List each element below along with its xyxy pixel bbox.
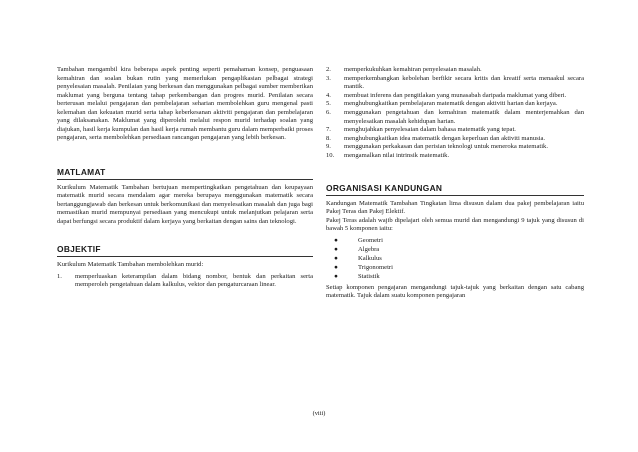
list-item <box>326 236 584 245</box>
list-item-number: 9. <box>326 143 331 151</box>
list-item <box>326 92 584 101</box>
page-number: (viii) <box>312 410 326 417</box>
intro-paragraph: Tambahan mengambil kira beberapa aspek penting seperti pemahaman konsep, penguasaan kemahiran dan soalan bukan rutin yang memerlukan pengaplikasian pelbagai strategi penyelesaian masalah. Penilaian yang berkesan dan menggunakan pelbagai sumber memberikan maklumat yang berguna tentang tahap perkembangan dan progres murid. Penilaian secara berterusan melalui pengajaran dan pembelajaran seharian membolehkan guru mengenal pasti kelemahan dan kekuatan murid serta tahap keberkesanan aktiviti pengajaran dan pembelajaran yang dilaksanakan. Maklumat yang diperolehi melalui respon murid terhadap soalan yang diajukan, hasil kerja kumpulan dan hasil kerja rumah membantu guru dalam memperbaiki proses pengajaran, serta membolehkan persediaan rancangan pengajaran yang lebih berkesan. <box>57 66 313 141</box>
list-item <box>326 272 584 281</box>
list-item-number: 7. <box>326 126 331 134</box>
bullet-icon: ● <box>334 254 338 262</box>
list-item <box>326 109 584 126</box>
matlamat-paragraph: Kurikulum Matematik Tambahan bertujuan mempertingkatkan pengetahuan dan keupayaan matematik murid secara mendalam agar mereka berupaya menggunakan matematik secara bertanggungjawab dan berkesan untuk berkomunikasi dan menyelesaikan masalah dan juga bagi memastikan murid mempunyai persediaan yang mencukupi untuk melanjutkan pelajaran serta dapat berfungsi secara produktif dalam kerjaya yang berkaitan dengan sains dan teknologi. <box>57 183 313 225</box>
list-item-number: 6. <box>326 108 331 116</box>
matlamat-heading: MATLAMAT <box>57 167 313 180</box>
list-item <box>57 273 313 290</box>
list-item <box>326 100 584 109</box>
list-item-number: 1. <box>57 272 62 280</box>
bullet-icon: ● <box>334 245 338 253</box>
list-item-text: menghujahkan penyelesaian dalam bahasa matematik yang tepat. <box>344 126 516 134</box>
list-item <box>326 126 584 135</box>
list-item <box>326 254 584 263</box>
organisasi-heading: ORGANISASI KANDUNGAN <box>326 183 584 196</box>
list-item <box>326 152 584 161</box>
list-item-number: 5. <box>326 100 331 108</box>
list-item-text: Algebra <box>358 245 380 253</box>
bullet-icon: ● <box>334 273 338 281</box>
bullet-icon: ● <box>334 236 338 244</box>
list-item-text: Geometri <box>358 236 383 244</box>
list-item-text: menghubungkaitkan pembelajaran matematik dengan aktiviti harian dan kerjaya. <box>344 100 558 108</box>
list-item-number: 3. <box>326 74 331 82</box>
list-item-number: 2. <box>326 66 331 73</box>
list-item <box>326 245 584 254</box>
list-item-text: Statistik <box>358 273 380 281</box>
list-item-number: 4. <box>326 91 331 99</box>
list-item-text: mengamalkan nilai intrinsik matematik. <box>344 151 450 159</box>
list-item <box>326 75 584 92</box>
organisasi-paragraph-3: Setiap komponen pengajaran mengandungi tajuk-tajuk yang berkaitan dengan satu cabang matematik. Tajuk dalam suatu komponen pengajaran <box>326 283 584 300</box>
list-item-number: 8. <box>326 134 331 142</box>
list-item-text: memperkembangkan kebolehan berfikir secara kritis dan kreatif serta menaakul secara mantik. <box>344 74 584 91</box>
list-item-text: Kalkulus <box>358 254 382 262</box>
list-item <box>326 263 584 272</box>
list-item-number: 10. <box>326 151 335 159</box>
list-item-text: menggunakan pengetahuan dan kemahiran matematik dalam menterjemahkan dan menyelesaikan masalah kehidupan harian. <box>344 108 584 125</box>
list-item <box>326 143 584 152</box>
list-item-text: Trigonometri <box>358 264 393 272</box>
list-item-text: menghubungkaitkan idea matematik dengan keperluan dan aktiviti manusia. <box>344 134 546 142</box>
list-item-text: menggunakan perkakasan dan perisian teknologi untuk meneroka matematik. <box>344 143 548 151</box>
bullet-icon: ● <box>334 264 338 272</box>
list-item-text: membuat inferens dan pengitlakan yang munasabah daripada maklumat yang diberi. <box>344 91 567 99</box>
list-item-text: memperluaskan keterampilan dalam bidang nombor, bentuk dan perkaitan serta memperoleh pengetahuan dalam kalkulus, vektor dan pengaturcaraan linear. <box>75 272 313 289</box>
objektif-heading: OBJEKTIF <box>57 244 313 257</box>
list-item <box>326 66 584 75</box>
objektif-list-right <box>326 66 584 161</box>
right-column <box>326 66 584 301</box>
list-item <box>326 135 584 144</box>
components-list <box>326 236 584 282</box>
left-column <box>57 66 313 290</box>
objektif-list-left <box>57 273 313 290</box>
objektif-intro: Kurikulum Matematik Tambahan membolehkan murid: <box>57 261 204 268</box>
list-item-text: memperkukuhkan kemahiran penyelesaian masalah. <box>344 66 482 73</box>
organisasi-paragraph-1: Kandungan Matematik Tambahan Tingkatan lima disusun dalam dua pakej pembelajaran iaitu Pakej Teras dan Pakej Elektif. <box>326 199 584 216</box>
organisasi-paragraph-2: Pakej Teras adalah wajib dipelajari oleh semua murid dan mengandungi 9 tajuk yang disusun di bawah 5 komponen iaitu: <box>326 216 584 233</box>
